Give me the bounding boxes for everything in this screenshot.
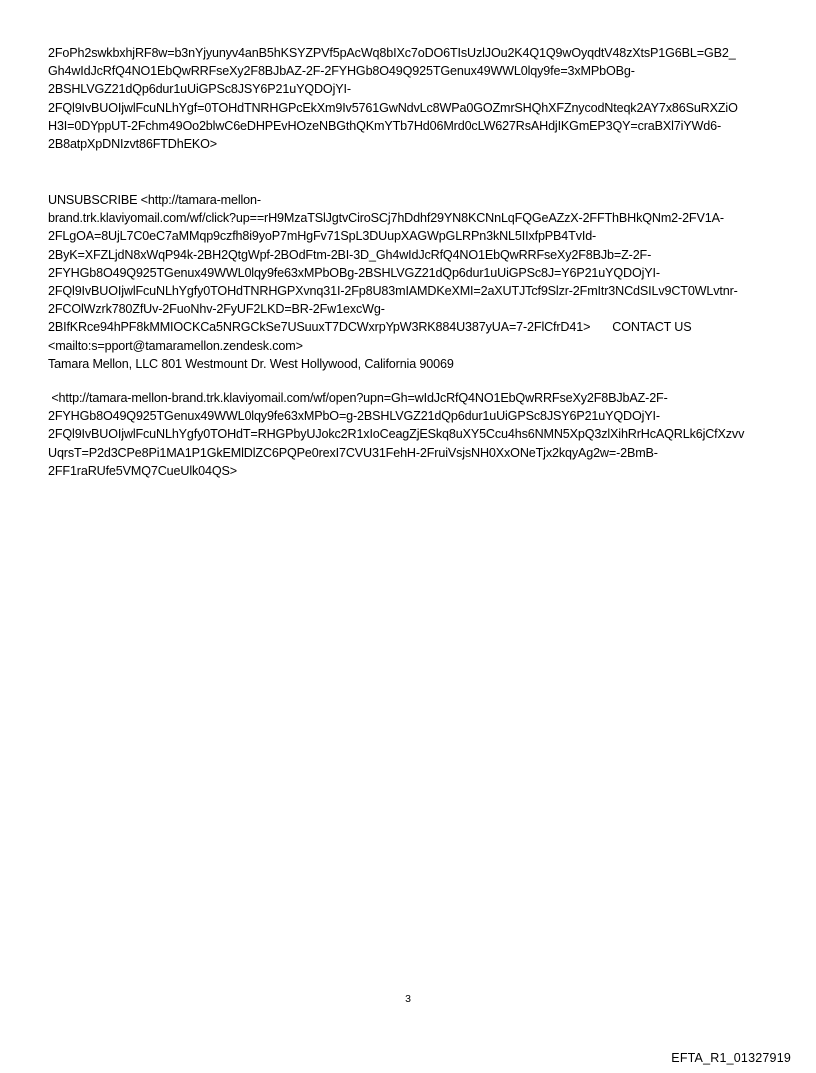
- contact-us-label: CONTACT US: [612, 320, 692, 335]
- text-line: 2FoPh2swkbxhjRF8w=b3nYjyunyv4anB5hKSYZPVf5pAcWq8bIXc7oDO6TIsUzlJOu2K4Q1Q9wOyqdtV48zXtsP1G6BL=GB2_: [48, 46, 736, 60]
- text-line: 2FYHGb8O49Q925TGenux49WWL0lqy9fe63xMPbOBg-2BSHLVGZ21dQp6dur1uUiGPSc8J=Y6P21uYQDOjYI-: [48, 265, 660, 280]
- text-line: UqrsT=P2d3CPe8Pi1MA1P1GkEMlDlZC6PQPe0rexI7CVU31FehH-2FruiVsjsNH0XxONeTjx2kqyAg2w=-2BmB-: [48, 445, 658, 460]
- open-tracking-link: [48, 389, 778, 480]
- text-line: 2FQl9IvBUOIjwlFcuNLhYgfy0TOHdTNRHGPXvnq31I-2Fp8U83mIAMDKeXMI=2aXUTJTcf9Slzr-2FmItr3NCdSILv9CT0WLvtnr-: [48, 284, 738, 299]
- text-line: brand.trk.klaviyomail.com/wf/click?up==rH9MzaTSlJgtvCiroSCj7hDdhf29YN8KCNnLqFQGeAZzX-2FFThBHkQNm2-2FV1A-: [48, 211, 724, 226]
- tracking-link-fragment: [48, 44, 778, 153]
- text-line: [48, 318, 778, 336]
- text-line: 2FF1raRUfe5VMQ7CueUlk04QS>: [48, 463, 237, 478]
- bates-number: EFTA_R1_01327919: [671, 1051, 791, 1065]
- text-line: 2BSHLVGZ21dQp6dur1uUiGPSc8JSY6P21uYQDOjYI-: [48, 82, 351, 97]
- page-number: 3: [405, 993, 411, 1005]
- text-line: H3I=0DYppUT-2Fchm49Oo2blwC6eDHPEvHOzeNBGthQKmYTb7Hd06Mrd0cLW627RsAHdjIKGmEP3QY=craBXl7iYWd6-: [48, 118, 722, 133]
- unsubscribe-section: [48, 191, 778, 373]
- text-line: 2FLgOA=8UjL7C0eC7aMMqp9czfh8i9yoP7mHgFv71SpL3DUupXAGWpGLRPn3kNL5IIxfpPB4TvId-: [48, 229, 597, 244]
- text-line: 2FCOlWzrk780ZfUv-2FuoNhv-2FyUF2LKD=BR-2Fw1excWg-: [48, 302, 385, 317]
- text-line: <http://tamara-mellon-brand.trk.klaviyomail.com/wf/open?upn=Gh=wIdJcRfQ4NO1EbQwRRFseXy2F8BJbAZ-2F-: [48, 391, 668, 405]
- text-line: 2FQl9IvBUOIjwlFcuNLhYgfy0TOHdT=RHGPbyUJokc2R1xIoCeagZjESkq8uXY5Ccu4hs6NMN5XpQ3zlXihRrHcAQRLk6jCfXzvv: [48, 427, 745, 442]
- text-line: 2ByK=XFZLjdN8xWqP94k-2BH2QtgWpf-2BOdFtm-2BI-3D_Gh4wIdJcRfQ4NO1EbQwRRFseXy2F8BJb=Z-2F-: [48, 247, 652, 262]
- unsubscribe-line: UNSUBSCRIBE <http://tamara-mellon-: [48, 193, 261, 207]
- text-line: 2B8atpXpDNIzvt86FTDhEKO>: [48, 137, 217, 152]
- text-line: Gh4wIdJcRfQ4NO1EbQwRRFseXy2F8BJbAZ-2F-2FYHGb8O49Q925TGenux49WWL0lqy9fe=3xMPbOBg-: [48, 64, 635, 79]
- text-line: 2FYHGb8O49Q925TGenux49WWL0lqy9fe63xMPbO=g-2BSHLVGZ21dQp6dur1uUiGPSc8JSY6P21uYQDOjYI-: [48, 409, 660, 424]
- text-line: 2FQl9IvBUOIjwlFcuNLhYgf=0TOHdTNRHGPcEkXm9Iv5761GwNdvLc8WPa0GOZmrSHQhXFZnycodNteqk2AY7x86SuRXZiO: [48, 100, 738, 115]
- unsubscribe-link-end: 2BIfKRce94hPF8kMMIOCKCa5NRGCkSe7USuuxT7DCWxrpYpW3RK884U387yUA=7-2FlCfrD41>: [48, 320, 591, 335]
- mailto-line: <mailto:s=pport@tamaramellon.zendesk.com>: [48, 338, 303, 353]
- address-line: Tamara Mellon, LLC 801 Westmount Dr. West Hollywood, California 90069: [48, 356, 454, 371]
